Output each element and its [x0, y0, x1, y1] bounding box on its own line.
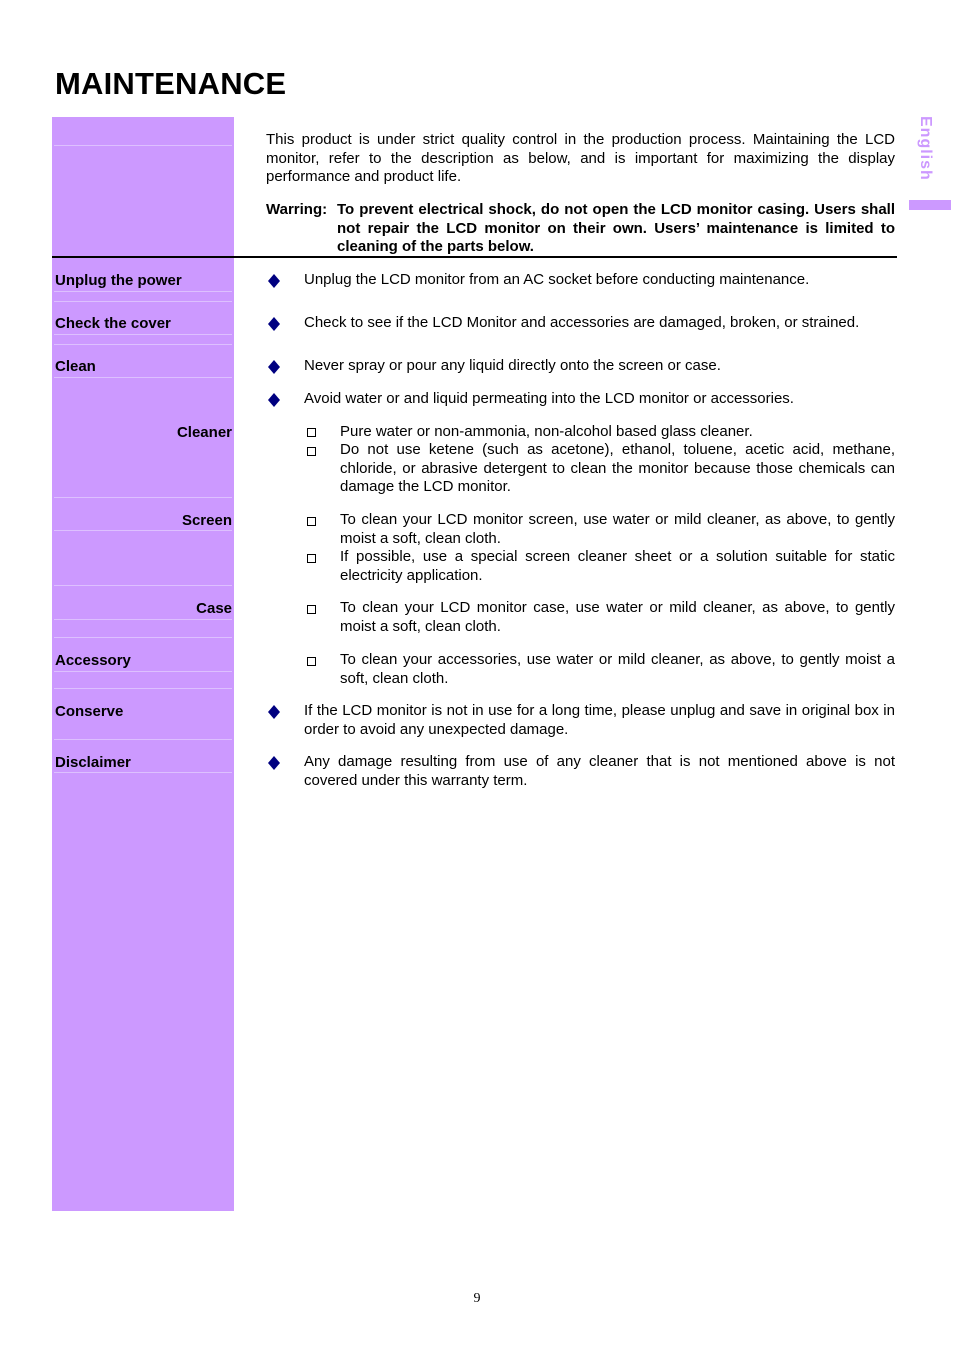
diamond-bullet-icon: [266, 273, 282, 289]
screen-item: If possible, use a special screen cleaner sheet or a solution suitable for static electricity application.: [340, 548, 895, 584]
sidebar-divider: [54, 739, 232, 740]
label-unplug-the-power: Unplug the power: [55, 272, 182, 289]
diamond-bullet-icon: [266, 704, 282, 720]
sidebar-divider: [54, 377, 232, 378]
screen-item: To clean your LCD monitor screen, use water or mild cleaner, as above, to gently moist a soft, clean cloth.: [340, 511, 895, 547]
label-accessory: Accessory: [55, 652, 131, 669]
bullet-clean-spray: Never spray or pour any liquid directly onto the screen or case.: [304, 357, 721, 374]
section-divider: [52, 256, 897, 258]
label-screen: Screen: [181, 512, 232, 529]
label-conserve: Conserve: [55, 703, 124, 720]
sidebar-divider: [54, 619, 232, 620]
square-bullet-icon: [307, 428, 316, 437]
page-title: MAINTENANCE: [55, 66, 287, 101]
warning-text: To prevent electrical shock, do not open the LCD monitor casing. Users shall not repair the LCD monitor on their own. Users’ maintenance is limited to cleaning of the parts below.: [337, 201, 895, 255]
language-tab-marker: [909, 200, 951, 210]
diamond-bullet-icon: [266, 755, 282, 771]
cleaner-item: Do not use ketene (such as acetone), ethanol, toluene, acetic acid, methane, chloride, or abrasive detergent to clean the monitor because those chemicals can damage the LCD monitor.: [340, 441, 895, 495]
label-case: Case: [196, 600, 232, 617]
bullet-unplug: Unplug the LCD monitor from an AC socket before conducting maintenance.: [304, 271, 810, 288]
bullet-conserve: If the LCD monitor is not in use for a long time, please unplug and save in original box in order to avoid any unexpected damage.: [304, 702, 895, 738]
square-bullet-icon: [307, 447, 316, 456]
case-item: To clean your LCD monitor case, use water or mild cleaner, as above, to gently moist a soft, clean cloth.: [340, 599, 895, 635]
sidebar-divider: [54, 344, 232, 345]
sidebar-divider: [54, 671, 232, 672]
square-bullet-icon: [307, 554, 316, 563]
diamond-bullet-icon: [266, 359, 282, 375]
sidebar-divider: [54, 530, 232, 531]
sidebar-divider: [54, 334, 232, 335]
square-bullet-icon: [307, 657, 316, 666]
sidebar-divider: [54, 291, 232, 292]
sidebar-divider: [54, 637, 232, 638]
sidebar-divider: [54, 497, 232, 498]
diamond-bullet-icon: [266, 392, 282, 408]
intro-paragraph: This product is under strict quality control in the production process. Maintaining the LCD monitor, refer to the description as below, and is important for maximizing the display performance and product life.: [266, 131, 895, 185]
sidebar-divider: [54, 688, 232, 689]
bullet-check: Check to see if the LCD Monitor and accessories are damaged, broken, or strained.: [304, 314, 860, 331]
warning-label: Warring:: [266, 201, 328, 218]
square-bullet-icon: [307, 517, 316, 526]
page-number: 9: [473, 1291, 481, 1306]
sidebar-divider: [54, 301, 232, 302]
language-tab-label: English: [917, 116, 934, 181]
diamond-bullet-icon: [266, 316, 282, 332]
bullet-disclaimer: Any damage resulting from use of any cleaner that is not mentioned above is not covered under this warranty term.: [304, 753, 895, 789]
sidebar-divider: [54, 772, 232, 773]
cleaner-item: Pure water or non-ammonia, non-alcohol based glass cleaner.: [340, 423, 753, 440]
label-check-the-cover: Check the cover: [55, 315, 171, 332]
accessory-item: To clean your accessories, use water or mild cleaner, as above, to gently moist a soft, clean cloth.: [340, 651, 895, 687]
square-bullet-icon: [307, 605, 316, 614]
label-clean: Clean: [55, 358, 96, 375]
sidebar-divider: [54, 585, 232, 586]
label-disclaimer: Disclaimer: [55, 754, 131, 771]
bullet-clean-water: Avoid water or and liquid permeating into the LCD monitor or accessories.: [304, 390, 794, 407]
sidebar-divider: [54, 145, 232, 146]
label-cleaner: Cleaner: [176, 424, 232, 441]
